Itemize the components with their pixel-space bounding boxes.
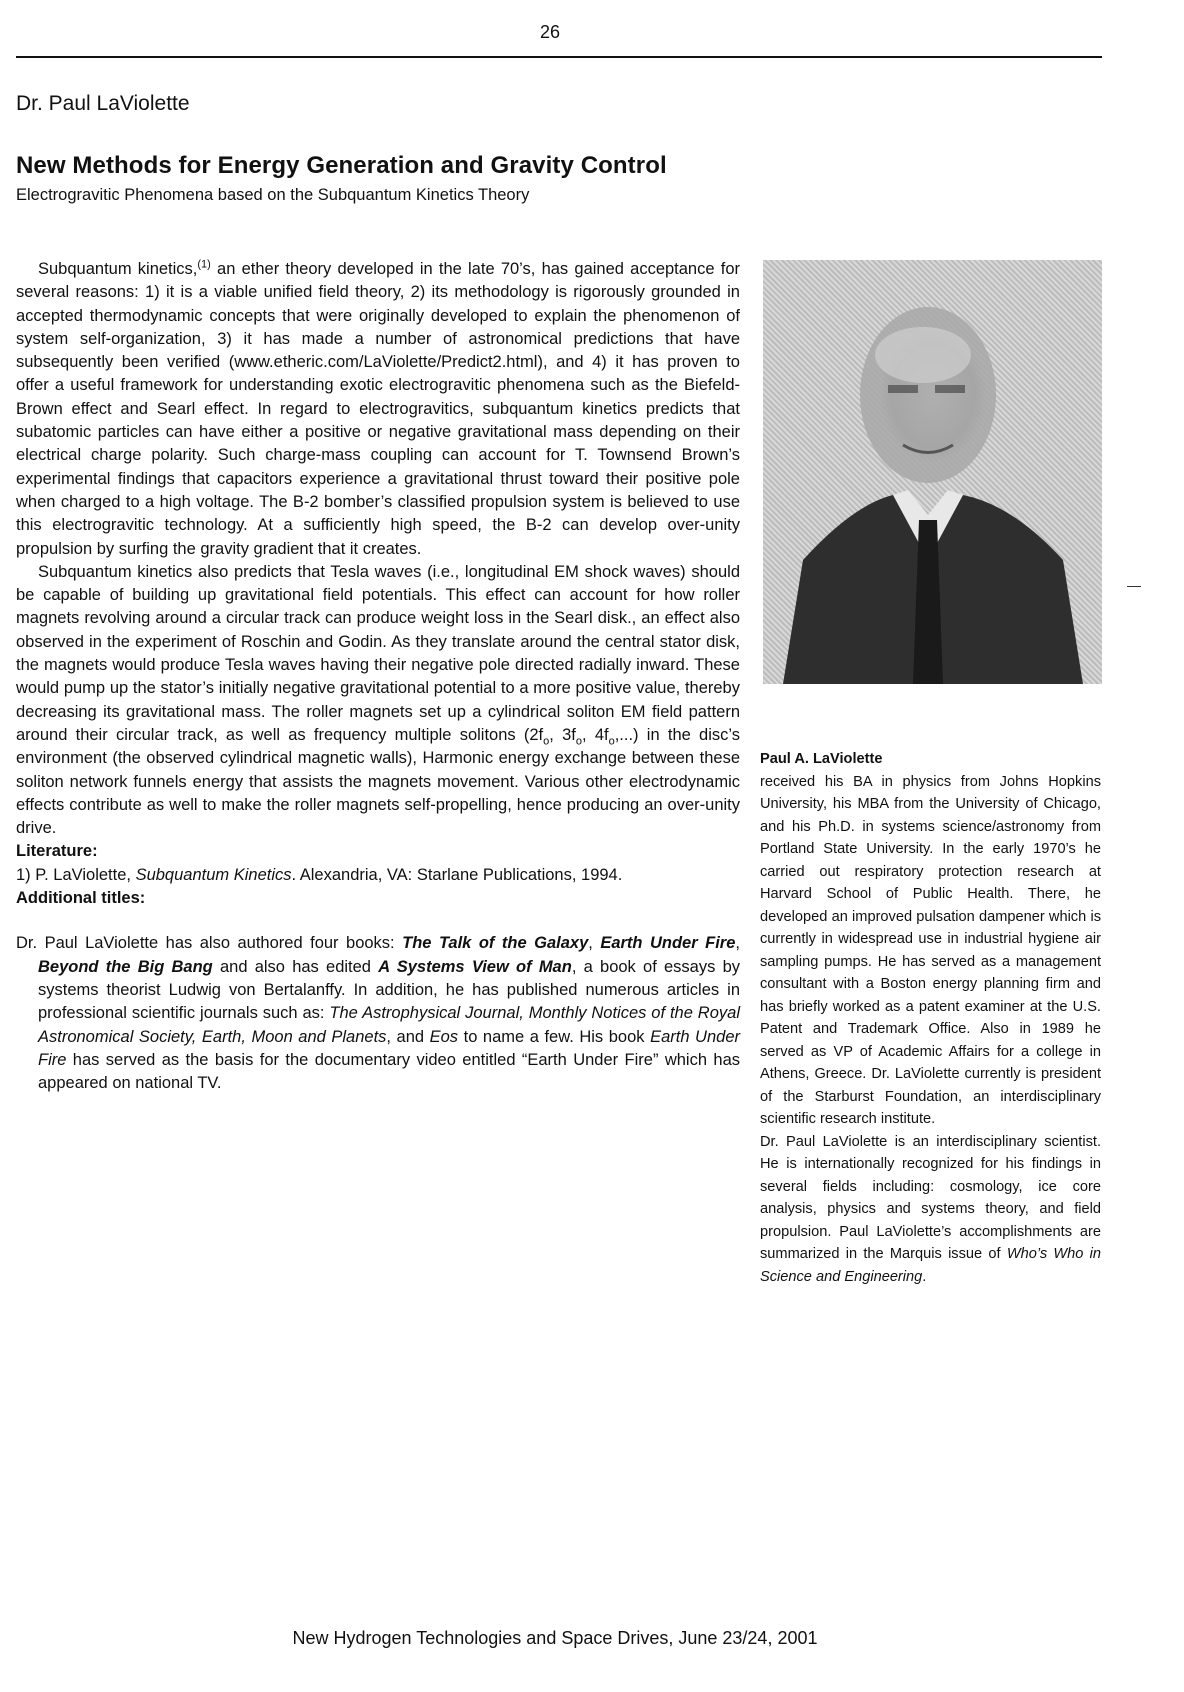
p2-text-a: Subquantum kinetics also predicts that Tesla waves (i.e., longitudinal EM shock waves) should be capable of building up gravitational field potentials. This effect can account for how roller magnets revolving around a circular track can produce weight loss in the Searl disk., an effect also observed in the experiment of Roschin and Godin. As they translate around the central stator disk, the magnets would produce Tesla waves having their negative pole directed radially inward. These would pump up the stator’s initially negative gravitational potential to a more positive value, thereby decreasing its gravitational mass. The roller magnets set up a cylindrical soliton EM field pattern around their circular track, as well as frequency multiple solitons (2f — [16, 562, 740, 744]
book-title: The Talk of the Galaxy — [402, 934, 589, 953]
add-text: , — [588, 934, 601, 953]
author-bio — [760, 748, 1101, 1288]
add-text: Dr. Paul LaViolette has also authored four books: — [16, 934, 403, 953]
book-title: Earth Under Fire — [600, 934, 736, 953]
bio2-end: . — [922, 1268, 927, 1285]
journal-title: Eos — [429, 1027, 459, 1046]
article-title: New Methods for Energy Generation and Gravity Control — [16, 152, 667, 179]
add-text: to name a few. His book — [458, 1027, 651, 1046]
scan-edge-mark — [1127, 586, 1141, 587]
p1-text-a: Subquantum kinetics, — [38, 260, 198, 278]
literature-title: Subquantum Kinetics — [135, 865, 292, 884]
journal-list: The Astrophysical Journal, Monthly Notices of the Royal Astronomical Society, Earth, Moon and Planets — [38, 1004, 740, 1046]
p1-text-b: an ether theory developed in the late 70’s, has gained acceptance for several reasons: 1) it is a viable unified field theory, 2) its methodology is rigorously grounded in accepted thermodynamic concepts that were originally developed to explain the phenomenon of system self-organization, 3) it has made a number of astronomical predictions that have subsequently been verified (www.etheric.com/LaViolette/Predict2.html), and 4) it has proven to offer a useful framework for understanding exotic electrogravitic phenomena such as the Biefeld-Brown effect and Searl effect. In regard to electrogravitics, subquantum kinetics predicts that subatomic particles can have either a positive or negative gravitational mass depending on their electrical charge polarity. Such charge-mass coupling can account for T. Townsend Brown’s experimental findings that capacitors experience a gravitational thrust toward their positive pole when charged to a high voltage. The B-2 bomber’s classified propulsion system is believed to use this electrogravitic technology. At a sufficiently high speed, the B-2 can develop over-unity propulsion by surfing the gravity gradient that it creates. — [16, 260, 740, 558]
bio-paragraph-1: received his BA in physics from Johns Hopkins University, his MBA from the University of Chicago, and his Ph.D. in systems science/astronomy from Portland State University. In the early 1970’s he carried out respiratory protection research at Harvard School of Public Health. There, he developed an improved pulsation dampener which is currently in widespread use in industrial hygiene air sampling pumps. He has served as a management consultant with a Boston energy planning firm and has briefly worked as a patent examiner at the U.S. Patent and Trademark Office. Also in 1989 he served as VP of Academic Affairs for a college in Athens, Greece. Dr. LaViolette currently is president of the Starburst Foundation, an interdisciplinary scientific research institute. — [760, 773, 1101, 1127]
p2-text-d: ,...) in the disc’s environment (the observed cylindrical magnetic walls), Harmonic energy exchange between these soliton network funnels energy that assists the magnets movement. Various other electrodynamic effects contribute as well to make the roller magnets self-propelling, hence producing an over-unity drive. — [16, 725, 740, 838]
add-text: , a book of essays by systems theorist Ludwig von Bertalanffy. In addition, he has published numerous articles in professional scientific journals such as: — [38, 957, 740, 1023]
subscript-o: o — [575, 735, 582, 748]
additional-titles-paragraph — [16, 932, 740, 1095]
book-title: Beyond the Big Bang — [38, 957, 213, 976]
author-portrait — [763, 260, 1102, 684]
add-text: has served as the basis for the documentary video entitled “Earth Under Fire” which has appeared on national TV. — [38, 1050, 740, 1093]
body-paragraph-2 — [16, 561, 740, 841]
bio2-publication: Who’s Who in Science and Engineering — [760, 1246, 1101, 1285]
p2-text-b: , 3f — [549, 725, 576, 744]
literature-item — [16, 864, 740, 887]
book-title: A Systems View of Man — [378, 957, 572, 976]
literature-author: 1) P. LaViolette, — [16, 865, 136, 884]
additional-titles-heading: Additional titles: — [16, 889, 146, 908]
subscript-o: o — [543, 735, 550, 748]
portrait-illustration — [763, 260, 1102, 684]
header-rule — [16, 56, 1102, 58]
bio-paragraph-2 — [760, 1131, 1101, 1289]
subscript-o: o — [608, 735, 615, 748]
reference-marker: (1) — [197, 258, 211, 271]
literature-publisher: . Alexandria, VA: Starlane Publications, 1994. — [291, 865, 623, 884]
literature-heading: Literature: — [16, 842, 98, 861]
body-paragraph-1 — [16, 258, 740, 561]
add-text: , — [735, 934, 740, 953]
author-line: Dr. Paul LaViolette — [16, 92, 190, 115]
page-number: 26 — [539, 22, 561, 42]
page-footer: New Hydrogen Technologies and Space Drives, June 23/24, 2001 — [292, 1628, 818, 1648]
article-body — [16, 258, 740, 1095]
add-text: , and — [386, 1027, 430, 1046]
article-subtitle: Electrogravitic Phenomena based on the Subquantum Kinetics Theory — [16, 186, 530, 204]
book-title: Earth Under Fire — [38, 1027, 740, 1069]
p2-text-c: , 4f — [582, 725, 609, 744]
add-text: and also has edited — [212, 957, 379, 976]
bio2-text: Dr. Paul LaViolette is an interdisciplinary scientist. He is internationally recognized for his findings in several fields including: cosmology, ice core analysis, physics and systems theory, and field propulsion. Paul LaViolette’s accomplishments are summarized in the Marquis issue of — [760, 1133, 1101, 1262]
bio-name: Paul A. LaViolette — [760, 751, 883, 767]
